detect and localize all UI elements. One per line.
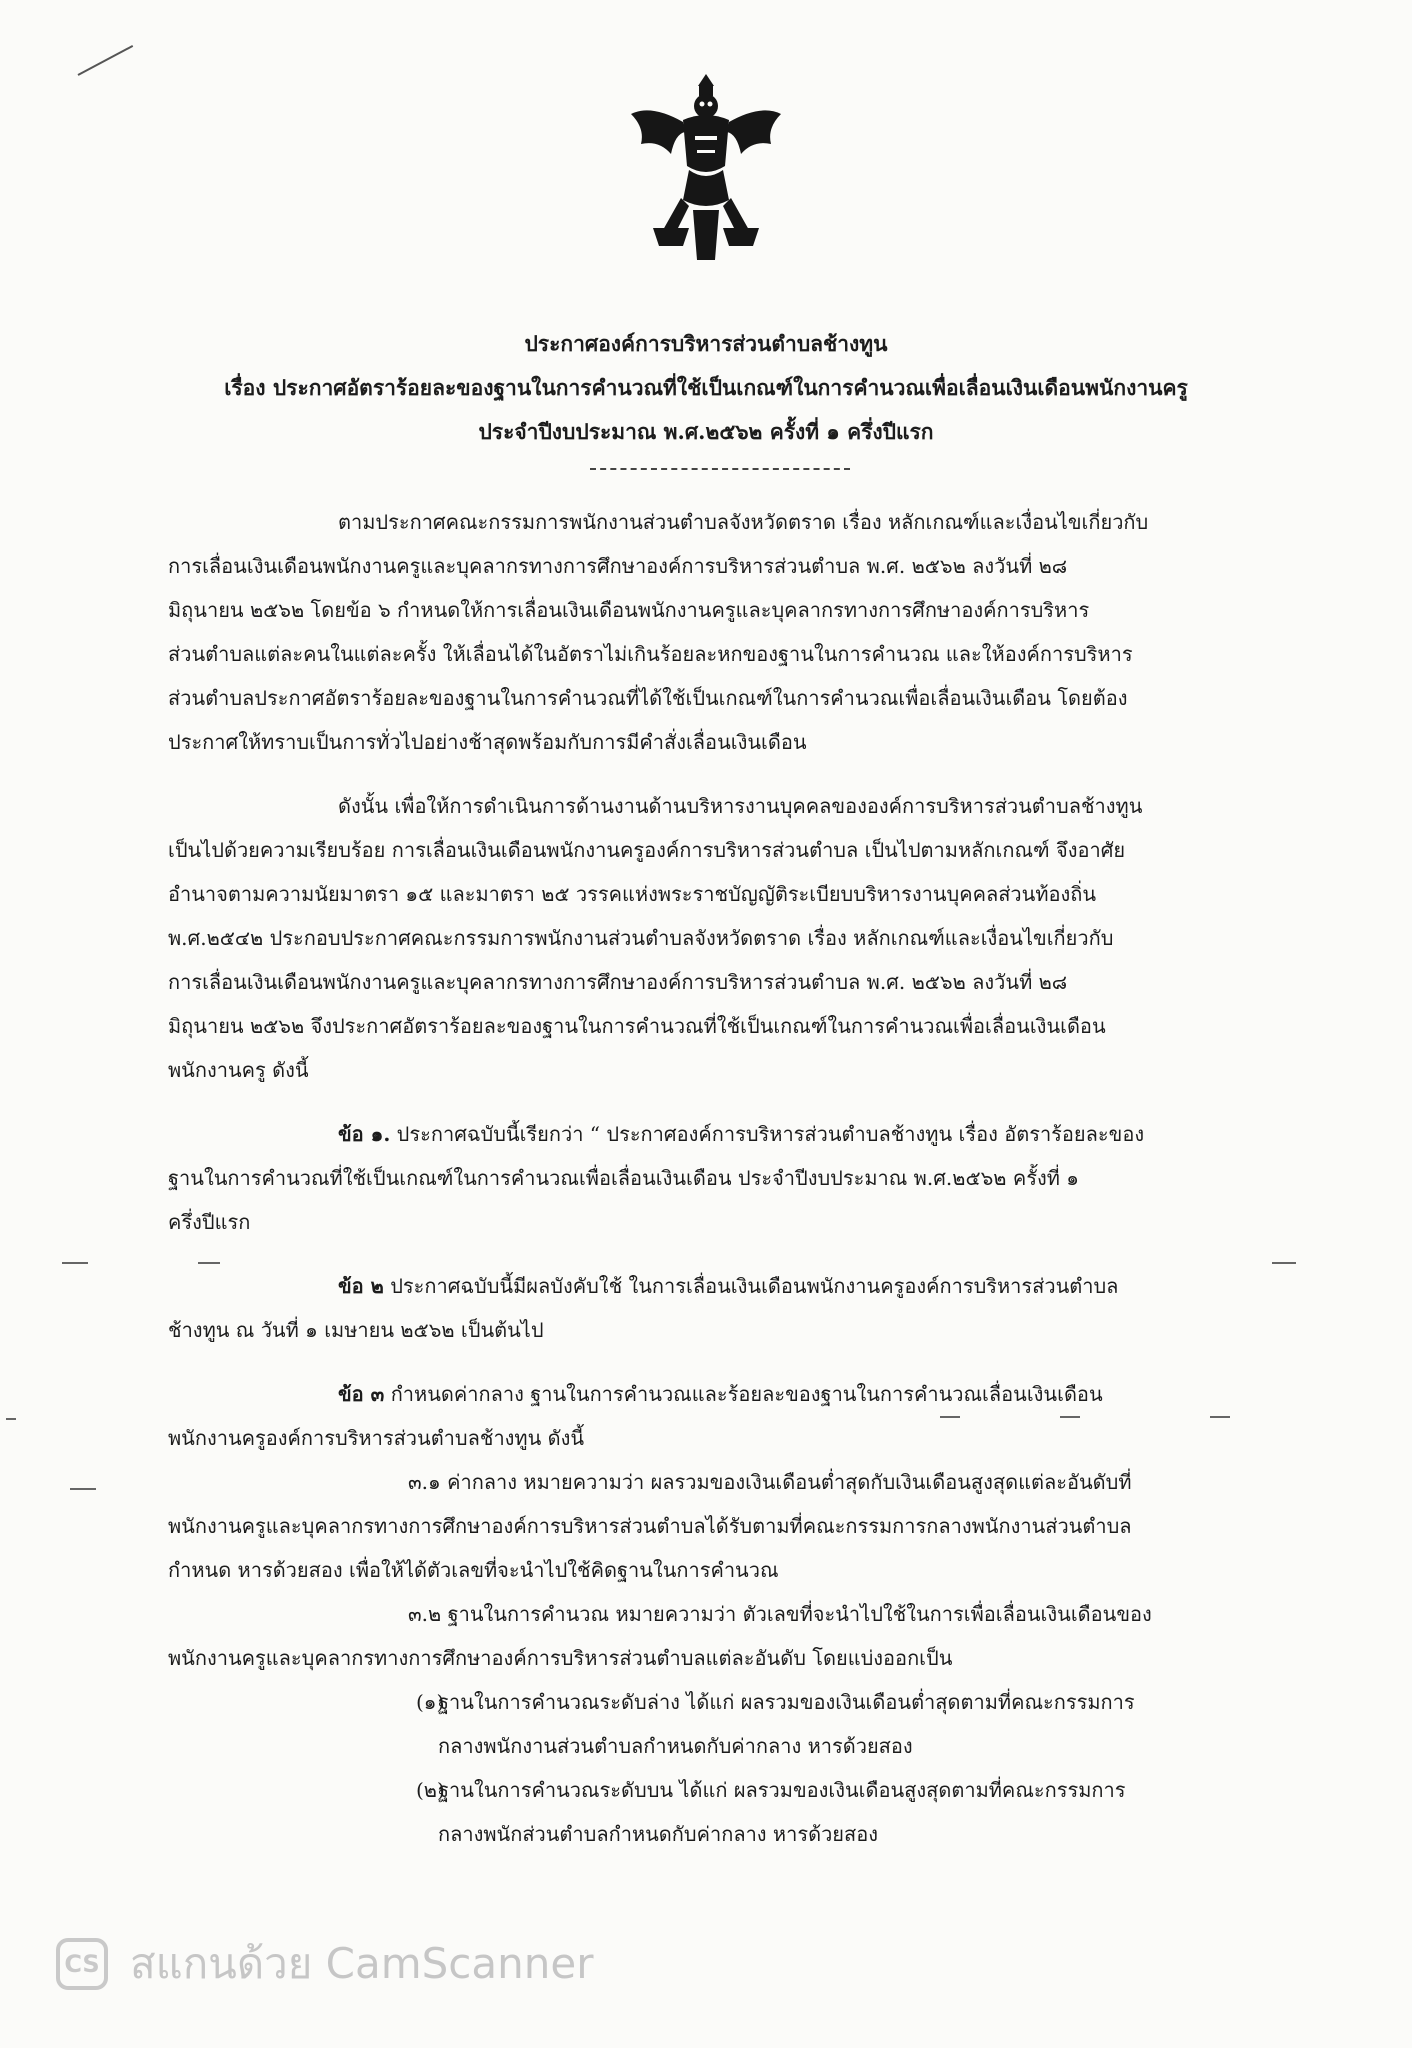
text-line: ครึ่งปีแรก [168,1210,251,1234]
text-line: กลางพนักส่วนตำบลกำหนดกับค่ากลาง หารด้วยสอง [438,1822,878,1846]
text-line: การเลื่อนเงินเดือนพนักงานครูและบุคลากรทางการศึกษาองค์การบริหารส่วนตำบล พ.ศ. ๒๕๖๒ ลงวันที่ ๒๘ [168,554,1068,578]
camscanner-logo-icon: CS [56,1938,108,1990]
clause-text: ประกาศฉบับนี้มีผลบังคับใช้ ในการเลื่อนเงินเดือนพนักงานครูองค์การบริหารส่วนตำบล [390,1274,1119,1298]
text-line: ประกาศให้ทราบเป็นการทั่วไปอย่างช้าสุดพร้อมกับการมีคำสั่งเลื่อนเงินเดือน [168,730,807,754]
camscanner-text: สแกนด้วย CamScanner [130,1939,594,1988]
scan-artifact [6,1418,16,1420]
scan-artifact [198,1262,220,1264]
clause-label: ข้อ ๒ [338,1274,384,1298]
text-line: การเลื่อนเงินเดือนพนักงานครูและบุคลากรทางการศึกษาองค์การบริหารส่วนตำบล พ.ศ. ๒๕๖๒ ลงวันที่ ๒๘ [168,970,1068,994]
text-line: กลางพนักงานส่วนตำบลกำหนดกับค่ากลาง หารด้วยสอง [438,1734,913,1758]
text-line: ดังนั้น เพื่อให้การดำเนินการด้านงานด้านบริหารงานบุคคลขององค์การบริหารส่วนตำบลช้างทูน [338,794,1143,818]
text-line: ช้างทูน ณ วันที่ ๑ เมษายน ๒๕๖๒ เป็นต้นไป [168,1318,544,1342]
text-line [168,1372,1292,1416]
clause-label: ข้อ ๑. [338,1122,391,1146]
scan-artifact [1060,1416,1080,1418]
announcement-header [120,322,1292,454]
text-line [168,1264,1292,1308]
text-line: ส่วนตำบลแต่ละคนในแต่ละครั้ง ให้เลื่อนได้ในอัตราไม่เกินร้อยละหกของฐานในการคำนวณ และให้องค์การบริหาร [168,642,1133,666]
text-line: ตามประกาศคณะกรรมการพนักงานส่วนตำบลจังหวัดตราด เรื่อง หลักเกณฑ์และเงื่อนไขเกี่ยวกับ [338,510,1149,534]
list-number: (๒) [416,1778,445,1802]
camscanner-watermark [56,1936,593,1992]
text-line: พนักงานครู ดังนี้ [168,1058,309,1082]
scan-artifact [940,1416,960,1418]
list-number: (๑) [416,1690,445,1714]
text-line: มิถุนายน ๒๕๖๒ โดยข้อ ๖ กำหนดให้การเลื่อนเงินเดือนพนักงานครูและบุคลากรทางการศึกษาองค์การบริหาร [168,598,1090,622]
announcement-subject: เรื่อง ประกาศอัตราร้อยละของฐานในการคำนวณที่ใช้เป็นเกณฑ์ในการคำนวณเพื่อเลื่อนเงินเดือนพนักงานครู [224,375,1188,400]
clause-text: ประกาศฉบับนี้เรียกว่า “ ประกาศองค์การบริหารส่วนตำบลช้างทูน เรื่อง อัตราร้อยละของ [396,1122,1145,1146]
text-line: ส่วนตำบลประกาศอัตราร้อยละของฐานในการคำนวณที่ได้ใช้เป็นเกณฑ์ในการคำนวณเพื่อเลื่อนเงินเดือน โดยต้อง [168,686,1128,710]
clause-3 [168,1372,1292,1460]
text-line: พนักงานครูและบุคลากรทางการศึกษาองค์การบริหารส่วนตำบลแต่ละอันดับ โดยแบ่งออกเป็น [168,1646,953,1670]
clause-1 [168,1112,1292,1244]
scan-artifact [70,1488,96,1490]
clause-label: ข้อ ๓ [338,1382,385,1406]
header-divider [590,468,850,470]
text-line: พนักงานครูและบุคลากรทางการศึกษาองค์การบริหารส่วนตำบลได้รับตามที่คณะกรรมการกลางพนักงานส่วนตำบล [168,1514,1132,1538]
subclause-3-2 [168,1592,1292,1680]
announcement-body [168,500,1292,1856]
garuda-emblem-icon [623,70,789,266]
text-line: กำหนด หารด้วยสอง เพื่อให้ได้ตัวเลขที่จะนำไปใช้คิดฐานในการคำนวณ [168,1558,779,1582]
scan-artifact [62,1262,88,1264]
text-line: อำนาจตามความนัยมาตรา ๑๕ และมาตรา ๒๕ วรรคแห่งพระราชบัญญัติระเบียบบริหารงานบุคคลส่วนท้องถิ่น [168,882,1097,906]
text-line: ฐานในการคำนวณระดับล่าง ได้แก่ ผลรวมของเงินเดือนต่ำสุดตามที่คณะกรรมการ [438,1690,1135,1714]
text-line: ฐานในการคำนวณระดับบน ได้แก่ ผลรวมของเงินเดือนสูงสุดตามที่คณะกรรมการ [438,1778,1126,1802]
paragraph-2 [168,784,1292,1092]
text-line: ๓.๒ ฐานในการคำนวณ หมายความว่า ตัวเลขที่จะนำไปใช้ในการเพื่อเลื่อนเงินเดือนของ [408,1602,1152,1626]
announcement-period: ประจำปีงบประมาณ พ.ศ.๒๕๖๒ ครั้งที่ ๑ ครึ่งปีแรก [478,419,934,444]
list-item-2 [168,1768,1292,1856]
stray-pen-mark [78,45,134,76]
text-line: พนักงานครูองค์การบริหารส่วนตำบลช้างทูน ดังนี้ [168,1426,585,1450]
text-line: เป็นไปด้วยความเรียบร้อย การเลื่อนเงินเดือนพนักงานครูองค์การบริหารส่วนตำบล เป็นไปตามหลักเกณฑ์ จึงอาศัย [168,838,1126,862]
text-line: มิถุนายน ๒๕๖๒ จึงประกาศอัตราร้อยละของฐานในการคำนวณที่ใช้เป็นเกณฑ์ในการคำนวณเพื่อเลื่อนเงินเดือน [168,1014,1106,1038]
text-line: ฐานในการคำนวณที่ใช้เป็นเกณฑ์ในการคำนวณเพื่อเลื่อนเงินเดือน ประจำปีงบประมาณ พ.ศ.๒๕๖๒ ครั้งที่ ๑ [168,1166,1079,1190]
clause-2 [168,1264,1292,1352]
scan-artifact [1272,1262,1296,1264]
subclause-3-1 [168,1460,1292,1592]
paragraph-1 [168,500,1292,764]
clause-text: กำหนดค่ากลาง ฐานในการคำนวณและร้อยละของฐานในการคำนวณเลื่อนเงินเดือน [390,1382,1103,1406]
scan-artifact [1210,1416,1230,1418]
text-line [168,1112,1292,1156]
announcement-issuer: ประกาศองค์การบริหารส่วนตำบลช้างทูน [524,331,888,356]
text-line: พ.ศ.๒๕๔๒ ประกอบประกาศคณะกรรมการพนักงานส่วนตำบลจังหวัดตราด เรื่อง หลักเกณฑ์และเงื่อนไขเกี่ยวกับ [168,926,1114,950]
text-line: ๓.๑ ค่ากลาง หมายความว่า ผลรวมของเงินเดือนต่ำสุดกับเงินเดือนสูงสุดแต่ละอันดับที่ [408,1470,1132,1494]
list-item-1 [168,1680,1292,1768]
